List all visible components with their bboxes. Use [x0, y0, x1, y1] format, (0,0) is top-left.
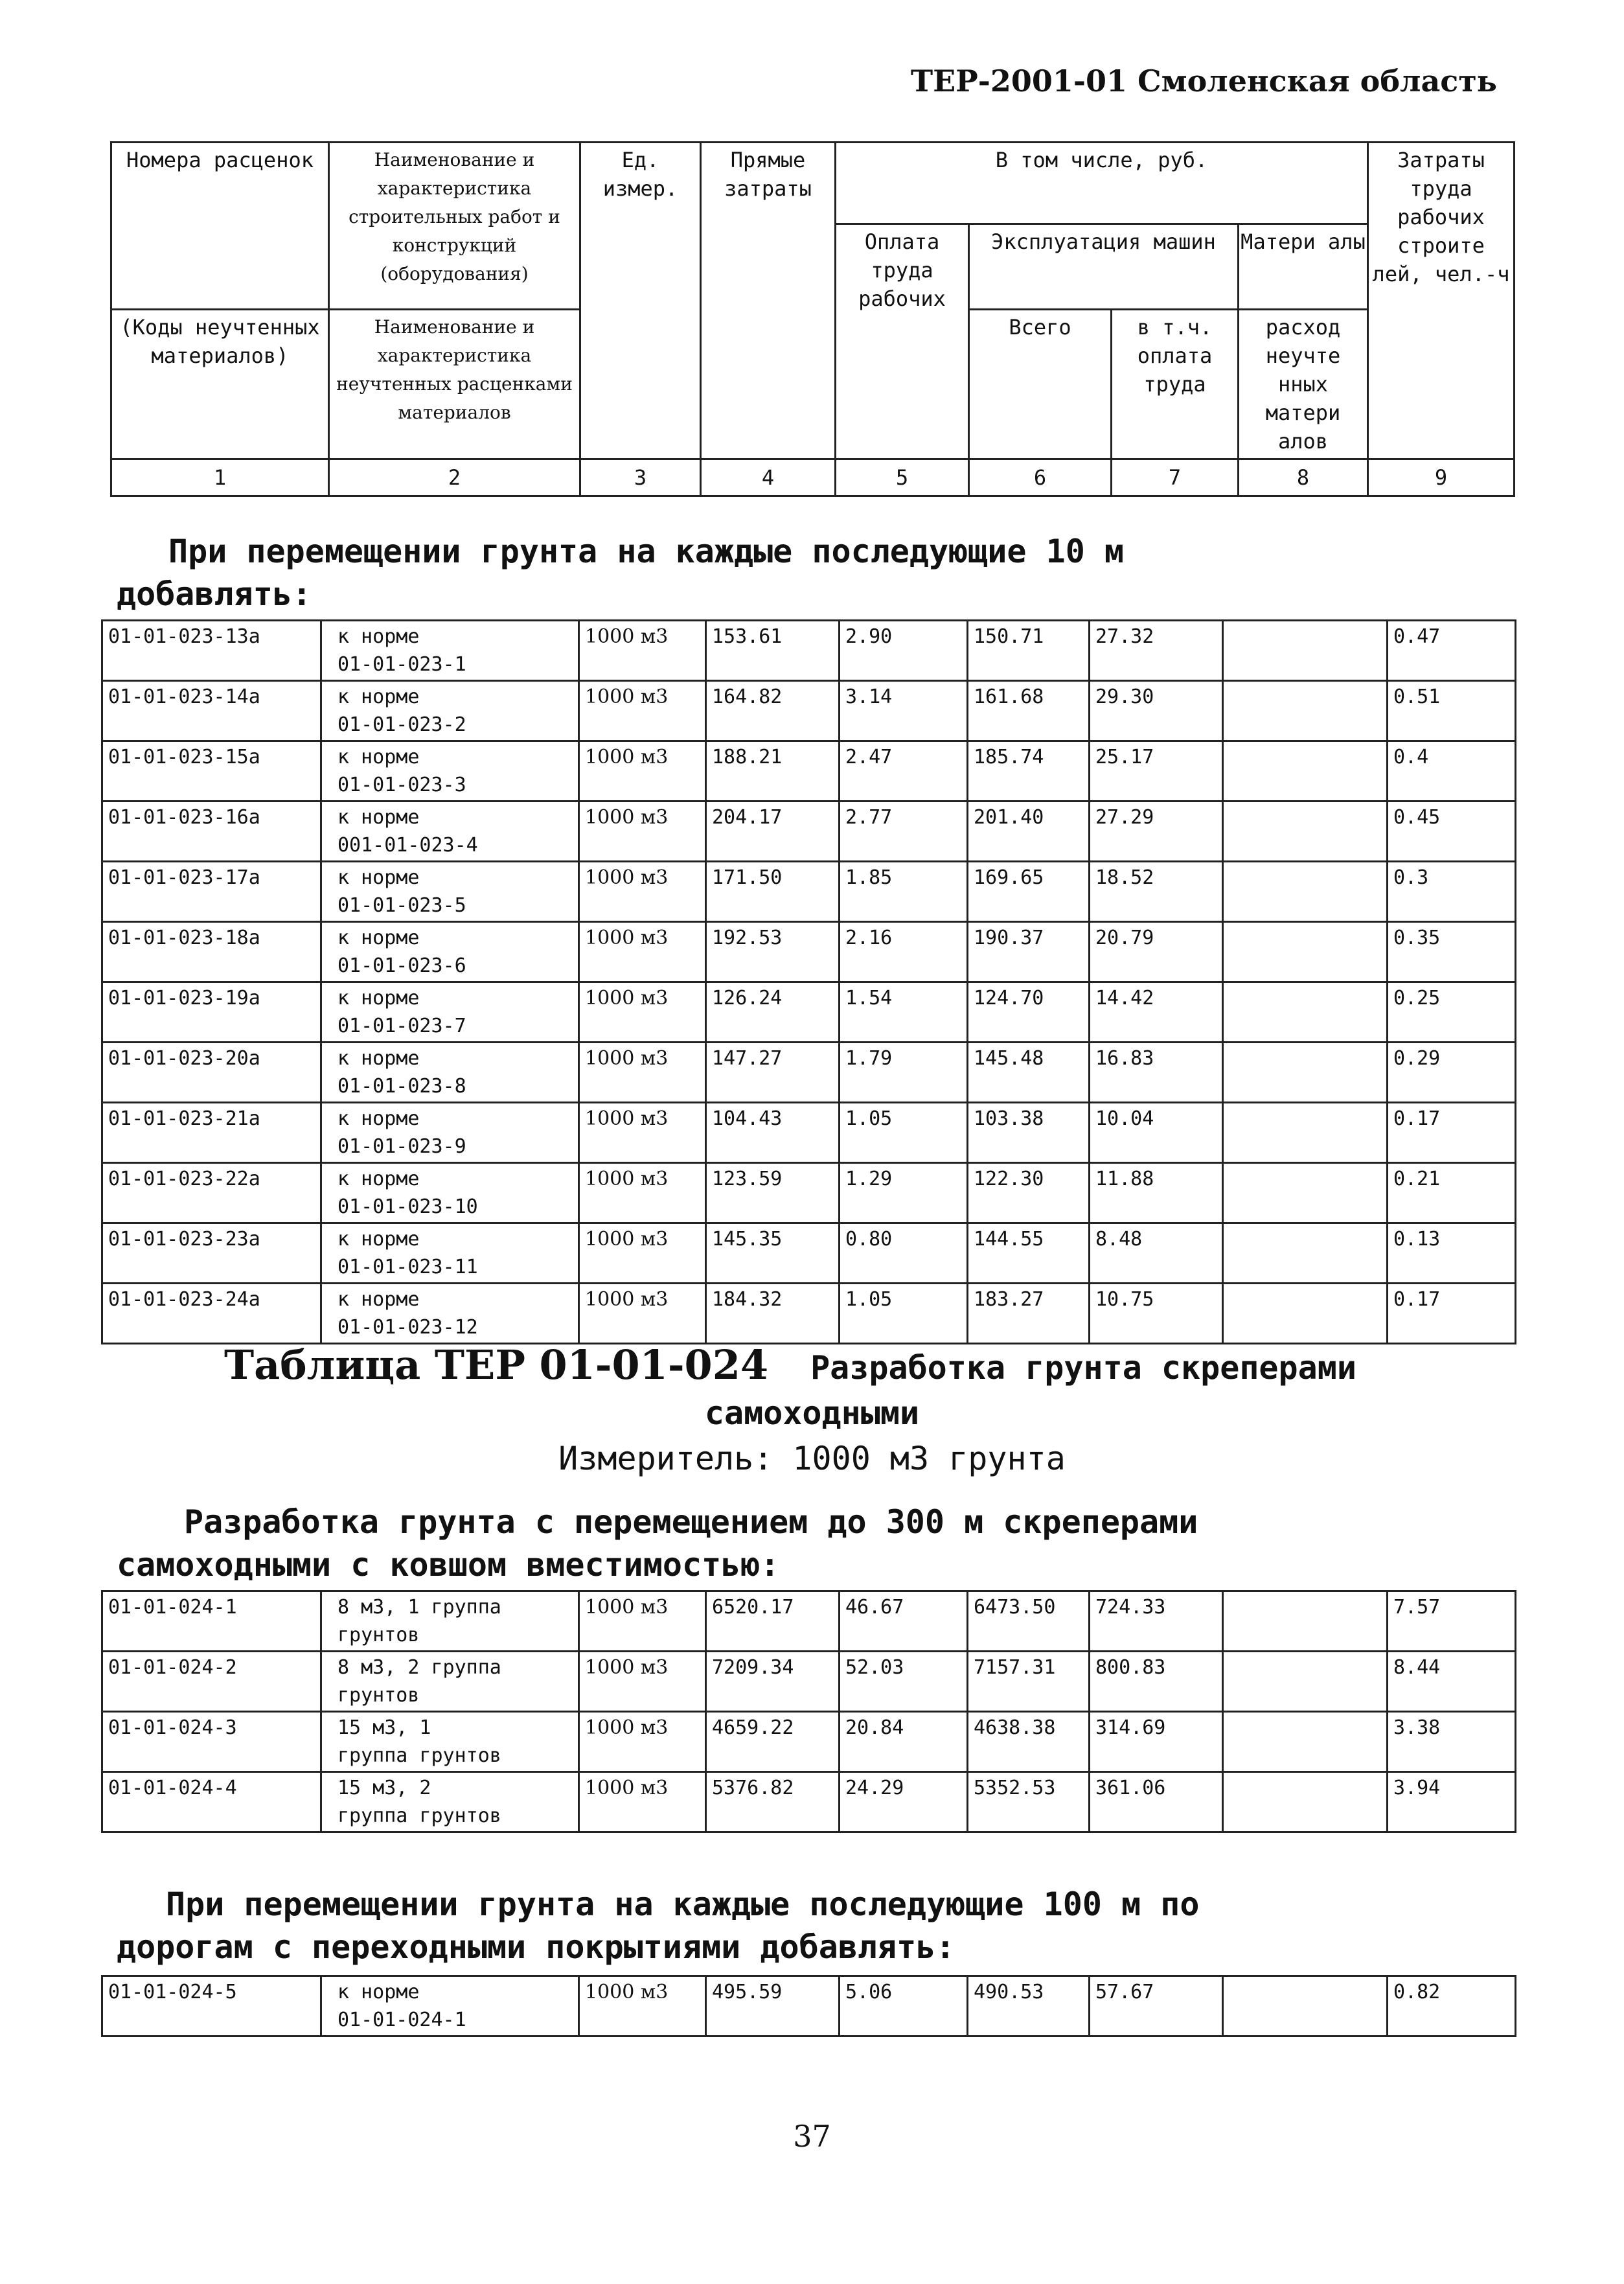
labor-hours: 0.17: [1388, 1103, 1516, 1163]
rate-name-line2: 01-01-023-9: [337, 1135, 466, 1158]
unit-cell: 1000 м3: [579, 1772, 706, 1832]
machine-cost: 4638.38: [968, 1712, 1090, 1772]
machine-cost: 6473.50: [968, 1591, 1090, 1652]
material-cost: [1223, 1652, 1388, 1712]
machine-labor-cost: 18.52: [1090, 862, 1223, 922]
direct-cost: 7209.34: [706, 1652, 840, 1712]
unit-cell: 1000 м3: [579, 862, 706, 922]
rate-name: [321, 1976, 579, 2036]
rate-code: 01-01-023-14а: [102, 681, 321, 741]
material-cost: [1223, 802, 1388, 862]
direct-cost: 153.61: [706, 621, 840, 681]
rate-name: [321, 1591, 579, 1652]
machine-labor-cost: 57.67: [1090, 1976, 1223, 2036]
machine-cost: 5352.53: [968, 1772, 1090, 1832]
labor-cost: 3.14: [840, 681, 968, 741]
table-row: [102, 922, 1516, 982]
section1-title-line2: добавлять:: [117, 575, 312, 613]
rate-name-line1: к норме: [337, 1288, 420, 1311]
table-title-name-line2: самоходными: [704, 1394, 920, 1432]
rate-name: [321, 1284, 579, 1344]
document-header: ТЕР-2001-01 Смоленская область: [910, 63, 1497, 98]
direct-cost: 188.21: [706, 741, 840, 802]
material-cost: [1223, 982, 1388, 1043]
direct-cost: 126.24: [706, 982, 840, 1043]
labor-cost: 1.54: [840, 982, 968, 1043]
rate-name-line1: к норме: [337, 746, 420, 768]
rate-name: [321, 1043, 579, 1103]
labor-cost: 20.84: [840, 1712, 968, 1772]
rate-code: 01-01-024-2: [102, 1652, 321, 1712]
rate-code: 01-01-023-16а: [102, 802, 321, 862]
machine-cost: 150.71: [968, 621, 1090, 681]
rate-code: 01-01-023-15а: [102, 741, 321, 802]
rate-name-line2: группа грунтов: [337, 1805, 501, 1827]
col-machines-header: Эксплуатация машин: [969, 224, 1239, 310]
rate-code: 01-01-023-21а: [102, 1103, 321, 1163]
unit-cell: 1000 м3: [579, 1103, 706, 1163]
page-number: 37: [793, 2119, 831, 2154]
rate-name-line2: 01-01-023-10: [337, 1195, 478, 1218]
machine-cost: 103.38: [968, 1103, 1090, 1163]
material-cost: [1223, 681, 1388, 741]
rate-name-line1: к норме: [337, 625, 420, 648]
unit-cell: 1000 м3: [579, 1163, 706, 1223]
labor-cost: 2.47: [840, 741, 968, 802]
machine-labor-cost: 361.06: [1090, 1772, 1223, 1832]
material-cost: [1223, 621, 1388, 681]
table-row: [102, 1163, 1516, 1223]
rate-code: 01-01-024-5: [102, 1976, 321, 2036]
section1-table: [101, 619, 1516, 1344]
rate-code: 01-01-023-20а: [102, 1043, 321, 1103]
unit-cell: 1000 м3: [579, 1712, 706, 1772]
section1-title-line1: При перемещении грунта на каждые последующие 10 м: [168, 533, 1125, 570]
col-number: 4: [701, 459, 836, 496]
direct-cost: 123.59: [706, 1163, 840, 1223]
table-row: [102, 681, 1516, 741]
rate-name-line2: 01-01-023-7: [337, 1015, 466, 1037]
material-cost: [1223, 1772, 1388, 1832]
material-cost: [1223, 1103, 1388, 1163]
labor-cost: 1.85: [840, 862, 968, 922]
table-row: [102, 1772, 1516, 1832]
direct-cost: 192.53: [706, 922, 840, 982]
section2-title-line1: Разработка грунта с перемещением до 300 м скреперами: [184, 1503, 1198, 1541]
col-group-header: В том числе, руб.: [836, 143, 1368, 224]
labor-cost: 5.06: [840, 1976, 968, 2036]
unit-cell: 1000 м3: [579, 1652, 706, 1712]
rate-name-line1: к норме: [337, 1228, 420, 1251]
machine-cost: 490.53: [968, 1976, 1090, 2036]
table-row: [102, 1976, 1516, 2036]
labor-cost: 24.29: [840, 1772, 968, 1832]
rate-name: [321, 1772, 579, 1832]
labor-hours: 3.94: [1388, 1772, 1516, 1832]
material-cost: [1223, 1591, 1388, 1652]
rate-code: 01-01-023-17а: [102, 862, 321, 922]
machine-labor-cost: 11.88: [1090, 1163, 1223, 1223]
rate-name-line2: 01-01-023-11: [337, 1256, 478, 1278]
labor-hours: 0.17: [1388, 1284, 1516, 1344]
unit-cell: 1000 м3: [579, 922, 706, 982]
labor-hours: 0.51: [1388, 681, 1516, 741]
labor-hours: 8.44: [1388, 1652, 1516, 1712]
table-title-name-line1: Разработка грунта скреперами: [810, 1349, 1356, 1387]
rate-name-line2: 01-01-023-5: [337, 894, 466, 917]
rate-code: 01-01-023-23а: [102, 1223, 321, 1284]
machine-cost: 169.65: [968, 862, 1090, 922]
table-row: [102, 1591, 1516, 1652]
machine-labor-cost: 25.17: [1090, 741, 1223, 802]
col-number: 7: [1112, 459, 1239, 496]
col-materials-header: Матери алы: [1239, 224, 1368, 310]
machine-labor-cost: 20.79: [1090, 922, 1223, 982]
rate-name-line2: 01-01-023-12: [337, 1316, 478, 1339]
col-number: 8: [1239, 459, 1368, 496]
unit-cell: 1000 м3: [579, 1043, 706, 1103]
material-cost: [1223, 1976, 1388, 2036]
unit-cell: 1000 м3: [579, 802, 706, 862]
col-hours-header: Затраты труда рабочих строите лей, чел.-ч: [1368, 143, 1515, 459]
col-unit-header: Ед. измер.: [580, 143, 701, 459]
labor-hours: 0.45: [1388, 802, 1516, 862]
direct-cost: 5376.82: [706, 1772, 840, 1832]
rate-name-line2: грунтов: [337, 1684, 420, 1707]
col-number: 9: [1368, 459, 1515, 496]
rate-name-line1: к норме: [337, 987, 420, 1009]
rate-name-line1: 15 м3, 2: [337, 1777, 431, 1799]
unit-cell: 1000 м3: [579, 1976, 706, 2036]
rate-name-line1: к норме: [337, 1107, 420, 1130]
direct-cost: 171.50: [706, 862, 840, 922]
machine-labor-cost: 724.33: [1090, 1591, 1223, 1652]
rate-name: [321, 862, 579, 922]
table-meter: Измеритель: 1000 м3 грунта: [558, 1440, 1066, 1477]
machine-cost: 190.37: [968, 922, 1090, 982]
rate-name: [321, 1163, 579, 1223]
material-cost: [1223, 922, 1388, 982]
table-row: [102, 1652, 1516, 1712]
unit-cell: 1000 м3: [579, 741, 706, 802]
rate-code: 01-01-024-4: [102, 1772, 321, 1832]
direct-cost: 147.27: [706, 1043, 840, 1103]
col-unaccounted-codes-header: (Коды неучтенных материалов): [111, 310, 329, 459]
labor-cost: 1.79: [840, 1043, 968, 1103]
rate-name-line2: 01-01-023-3: [337, 774, 466, 796]
labor-cost: 2.16: [840, 922, 968, 982]
section2-title-line2: самоходными с ковшом вместимостью:: [117, 1546, 780, 1584]
labor-hours: 0.13: [1388, 1223, 1516, 1284]
col-mach-labor-header: в т.ч. оплата труда: [1112, 310, 1239, 459]
table-row: [102, 1043, 1516, 1103]
rate-code: 01-01-023-22а: [102, 1163, 321, 1223]
machine-labor-cost: 27.32: [1090, 621, 1223, 681]
material-cost: [1223, 1712, 1388, 1772]
rate-name: [321, 1712, 579, 1772]
rate-name-line1: к норме: [337, 866, 420, 889]
rate-name-line1: к норме: [337, 1047, 420, 1070]
material-cost: [1223, 862, 1388, 922]
labor-cost: 46.67: [840, 1591, 968, 1652]
machine-cost: 124.70: [968, 982, 1090, 1043]
machine-cost: 183.27: [968, 1284, 1090, 1344]
col-number: 3: [580, 459, 701, 496]
labor-hours: 0.21: [1388, 1163, 1516, 1223]
section2-table: [101, 1590, 1516, 1833]
direct-cost: 204.17: [706, 802, 840, 862]
rate-name-line2: 01-01-024-1: [337, 2009, 466, 2031]
direct-cost: 6520.17: [706, 1591, 840, 1652]
rate-code: 01-01-023-18а: [102, 922, 321, 982]
unit-cell: 1000 м3: [579, 1284, 706, 1344]
labor-hours: 0.82: [1388, 1976, 1516, 2036]
rate-name-line2: грунтов: [337, 1624, 420, 1646]
machine-labor-cost: 29.30: [1090, 681, 1223, 741]
table-row: [102, 1223, 1516, 1284]
direct-cost: 145.35: [706, 1223, 840, 1284]
machine-cost: 144.55: [968, 1223, 1090, 1284]
labor-hours: 0.3: [1388, 862, 1516, 922]
unit-cell: 1000 м3: [579, 1223, 706, 1284]
machine-labor-cost: 27.29: [1090, 802, 1223, 862]
section3-title-line1: При перемещении грунта на каждые последующие 100 м по: [166, 1886, 1200, 1923]
direct-cost: 104.43: [706, 1103, 840, 1163]
rate-name-line2: 001-01-023-4: [337, 834, 478, 857]
labor-cost: 2.90: [840, 621, 968, 681]
rate-code: 01-01-024-3: [102, 1712, 321, 1772]
rate-name: [321, 621, 579, 681]
direct-cost: 184.32: [706, 1284, 840, 1344]
rate-name: [321, 802, 579, 862]
machine-cost: 185.74: [968, 741, 1090, 802]
machine-cost: 7157.31: [968, 1652, 1090, 1712]
col-number: 1: [111, 459, 329, 496]
section3-table: [101, 1975, 1516, 2037]
table-row: [102, 1103, 1516, 1163]
machine-labor-cost: 800.83: [1090, 1652, 1223, 1712]
material-cost: [1223, 741, 1388, 802]
rate-name: [321, 922, 579, 982]
machine-cost: 122.30: [968, 1163, 1090, 1223]
labor-hours: 0.4: [1388, 741, 1516, 802]
rate-code: 01-01-023-19а: [102, 982, 321, 1043]
rate-code: 01-01-024-1: [102, 1591, 321, 1652]
rate-name-line1: к норме: [337, 806, 420, 829]
machine-labor-cost: 16.83: [1090, 1043, 1223, 1103]
col-codes-header: Номера расценок: [111, 143, 329, 310]
col-material-usage-header: расход неучте нных матери алов: [1239, 310, 1368, 459]
direct-cost: 164.82: [706, 681, 840, 741]
unit-cell: 1000 м3: [579, 621, 706, 681]
labor-cost: 1.05: [840, 1284, 968, 1344]
unit-cell: 1000 м3: [579, 1591, 706, 1652]
machine-cost: 145.48: [968, 1043, 1090, 1103]
labor-hours: 0.35: [1388, 922, 1516, 982]
machine-labor-cost: 8.48: [1090, 1223, 1223, 1284]
table-row: [102, 741, 1516, 802]
rate-name-line2: 01-01-023-2: [337, 713, 466, 736]
rate-name: [321, 1223, 579, 1284]
col-number: 2: [329, 459, 580, 496]
rate-name-line1: к норме: [337, 1168, 420, 1190]
machine-cost: 201.40: [968, 802, 1090, 862]
table-row: [102, 1284, 1516, 1344]
machine-labor-cost: 10.75: [1090, 1284, 1223, 1344]
col-mach-total-header: Всего: [969, 310, 1112, 459]
rate-name: [321, 1103, 579, 1163]
labor-hours: 3.38: [1388, 1712, 1516, 1772]
col-labor-header: Оплата труда рабочих: [836, 224, 969, 459]
labor-hours: 0.29: [1388, 1043, 1516, 1103]
table-row: [102, 1712, 1516, 1772]
rate-name-line1: к норме: [337, 686, 420, 708]
col-number: 6: [969, 459, 1112, 496]
rate-name-line1: 8 м3, 1 группа: [337, 1596, 501, 1619]
col-direct-header: Прямые затраты: [701, 143, 836, 459]
material-cost: [1223, 1223, 1388, 1284]
rate-name: [321, 681, 579, 741]
rate-code: 01-01-023-24а: [102, 1284, 321, 1344]
labor-cost: 1.29: [840, 1163, 968, 1223]
labor-cost: 1.05: [840, 1103, 968, 1163]
rate-name-line1: 8 м3, 2 группа: [337, 1656, 501, 1679]
rate-name-line1: к норме: [337, 927, 420, 949]
material-cost: [1223, 1163, 1388, 1223]
unit-cell: 1000 м3: [579, 681, 706, 741]
col-name-header: Наименование и характеристика строительных работ и конструкций (оборудования): [329, 143, 580, 310]
direct-cost: 4659.22: [706, 1712, 840, 1772]
labor-hours: 0.47: [1388, 621, 1516, 681]
labor-hours: 0.25: [1388, 982, 1516, 1043]
machine-labor-cost: 14.42: [1090, 982, 1223, 1043]
rate-name-line1: 15 м3, 1: [337, 1716, 431, 1739]
section3-title-line2: дорогам с переходными покрытиями добавлять:: [117, 1928, 955, 1966]
table-title-prefix: Таблица ТЕР 01-01-024: [224, 1341, 768, 1389]
direct-cost: 495.59: [706, 1976, 840, 2036]
table-row: [102, 621, 1516, 681]
machine-labor-cost: 314.69: [1090, 1712, 1223, 1772]
labor-cost: 52.03: [840, 1652, 968, 1712]
table-row: [102, 862, 1516, 922]
rate-name: [321, 741, 579, 802]
machine-labor-cost: 10.04: [1090, 1103, 1223, 1163]
rate-name-line2: 01-01-023-6: [337, 954, 466, 977]
column-header-table: [110, 141, 1515, 497]
rate-name: [321, 982, 579, 1043]
rate-name-line2: 01-01-023-8: [337, 1075, 466, 1098]
material-cost: [1223, 1284, 1388, 1344]
rate-name-line1: к норме: [337, 1981, 420, 2003]
col-number: 5: [836, 459, 969, 496]
machine-cost: 161.68: [968, 681, 1090, 741]
labor-cost: 0.80: [840, 1223, 968, 1284]
material-cost: [1223, 1043, 1388, 1103]
table-row: [102, 802, 1516, 862]
rate-name: [321, 1652, 579, 1712]
rate-code: 01-01-023-13а: [102, 621, 321, 681]
rate-name-line2: группа грунтов: [337, 1744, 501, 1767]
unit-cell: 1000 м3: [579, 982, 706, 1043]
col-unaccounted-name-header: Наименование и характеристика неучтенных расценками материалов: [329, 310, 580, 459]
labor-hours: 7.57: [1388, 1591, 1516, 1652]
table-row: [102, 982, 1516, 1043]
rate-name-line2: 01-01-023-1: [337, 653, 466, 676]
labor-cost: 2.77: [840, 802, 968, 862]
